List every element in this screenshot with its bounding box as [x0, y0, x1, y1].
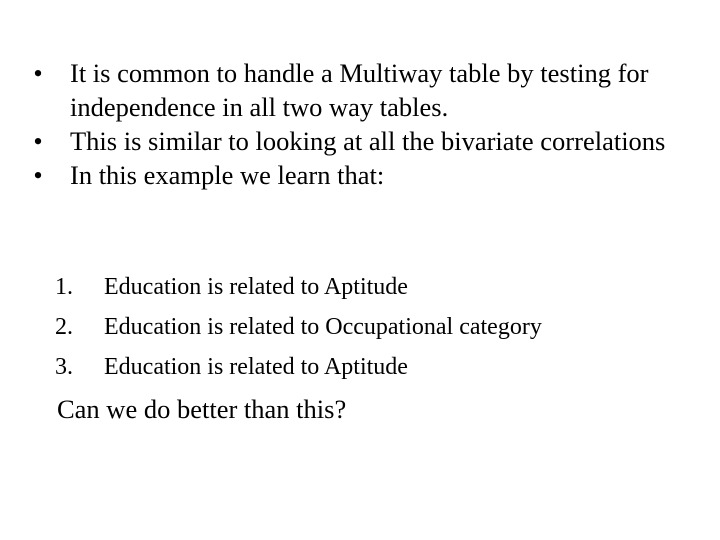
bullet-text: It is common to handle a Multiway table by testing for independence in all two way tables.	[70, 58, 649, 122]
bullet-text: In this example we learn that:	[70, 160, 385, 190]
bullet-item	[28, 158, 708, 192]
bullet-item	[28, 56, 708, 124]
numbered-item	[55, 267, 695, 307]
bullet-list	[28, 56, 708, 192]
numbered-item	[55, 347, 695, 387]
number-marker: 1.	[55, 274, 73, 300]
bullet-marker: •	[33, 160, 43, 190]
numbered-item	[55, 307, 695, 347]
numbered-text: Education is related to Aptitude	[104, 354, 408, 380]
bullet-marker: •	[33, 58, 43, 88]
bullet-text: This is similar to looking at all the bivariate correlations	[70, 126, 666, 156]
numbered-text: Education is related to Aptitude	[104, 274, 408, 300]
bullet-item	[28, 124, 708, 158]
numbered-text: Education is related to Occupational category	[104, 314, 542, 340]
bullet-marker: •	[33, 126, 43, 156]
number-marker: 3.	[55, 354, 73, 380]
numbered-list	[55, 267, 695, 387]
number-marker: 2.	[55, 314, 73, 340]
closing-question: Can we do better than this?	[57, 394, 347, 424]
